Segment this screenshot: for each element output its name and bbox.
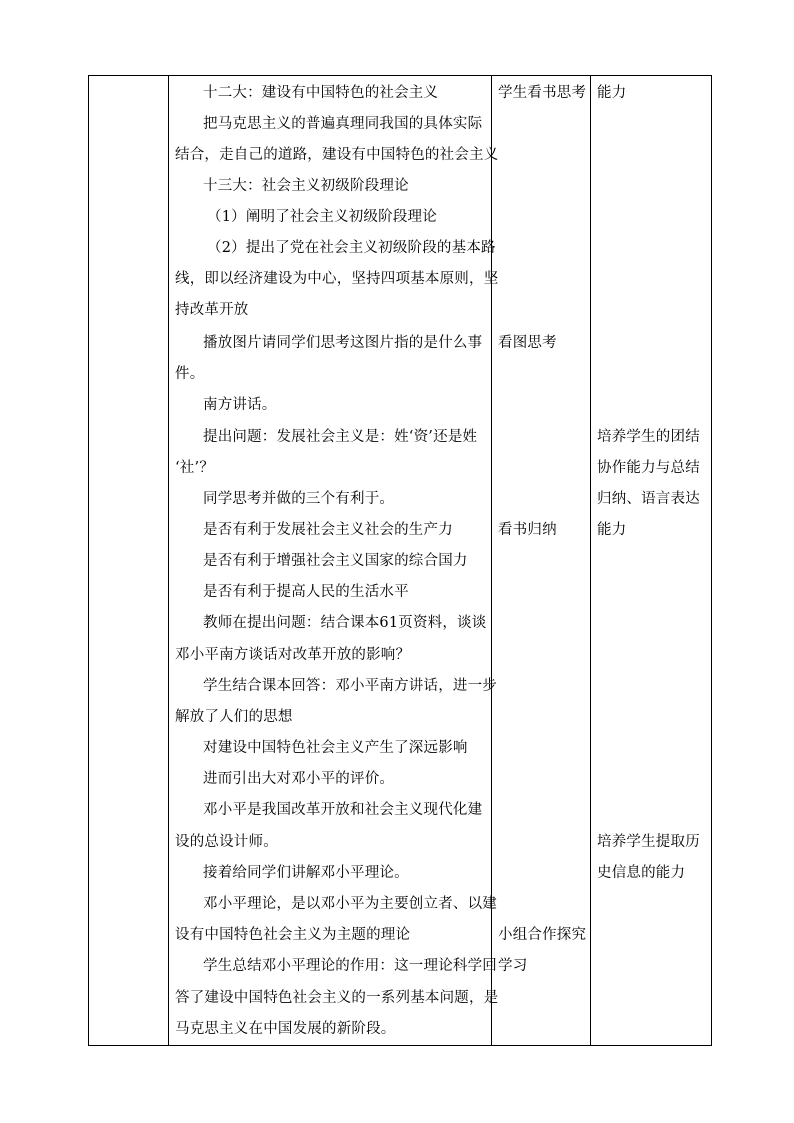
activity-line: 学习 bbox=[498, 958, 528, 974]
content-line: 是否有利于发展社会主义社会的生产力 bbox=[203, 522, 453, 538]
content-line: 学生结合课本回答：邓小平南方讲话，进一步 bbox=[203, 678, 497, 694]
content-line: 十二大：建设有中国特色的社会主义 bbox=[203, 85, 439, 101]
content-line: ‘社’？ bbox=[175, 460, 215, 476]
activity-line: 学生看书思考 bbox=[498, 85, 587, 101]
teaching-content-cell bbox=[169, 76, 499, 1046]
content-line: 邓小平是我国改革开放和社会主义现代化建 bbox=[203, 802, 483, 818]
content-line: 结合，走自己的道路，建设有中国特色的社会主义 bbox=[175, 147, 499, 163]
content-line: 南方讲话。 bbox=[203, 397, 277, 413]
student-activity-cell bbox=[492, 76, 591, 1046]
goal-line: 培养学生的团结 bbox=[597, 429, 700, 445]
content-line: 提出问题：发展社会主义是：姓‘资’还是姓 bbox=[203, 429, 478, 445]
content-line: 邓小平南方谈话对改革开放的影响？ bbox=[175, 647, 411, 663]
content-line: 对建设中国特色社会主义产生了深远影响 bbox=[203, 740, 468, 756]
content-line: 答了建设中国特色社会主义的一系列基本问题，是 bbox=[175, 990, 499, 1006]
goal-line: 培养学生提取历 bbox=[597, 834, 700, 850]
goal-line: 史信息的能力 bbox=[597, 865, 686, 881]
goal-line: 能力 bbox=[597, 85, 627, 101]
content-line: 同学思考并做的三个有利于。 bbox=[203, 491, 395, 507]
content-line: 学生总结邓小平理论的作用：这一理论科学回 bbox=[203, 958, 497, 974]
content-line: 持改革开放 bbox=[175, 302, 249, 318]
goal-line: 归纳、语言表达 bbox=[597, 491, 700, 507]
content-line: 教师在提出问题：结合课本61页资料，谈谈 bbox=[203, 615, 487, 631]
content-line: 解放了人们的思想 bbox=[175, 709, 293, 725]
blank-column-cell bbox=[89, 76, 169, 1046]
content-line: 把马克思主义的普遍真理同我国的具体实际 bbox=[203, 116, 483, 132]
content-line: 马克思主义在中国发展的新阶段。 bbox=[175, 1021, 396, 1037]
activity-line: 看书归纳 bbox=[498, 522, 557, 538]
content-line: 是否有利于提高人民的生活水平 bbox=[203, 584, 409, 600]
content-line: 接着给同学们讲解邓小平理论。 bbox=[203, 865, 409, 881]
content-line: 设的总设计师。 bbox=[175, 834, 278, 850]
content-line: 播放图片请同学们思考这图片指的是什么事 bbox=[203, 335, 483, 351]
activity-line: 小组合作探究 bbox=[498, 927, 587, 943]
goal-line: 能力 bbox=[597, 522, 627, 538]
activity-line: 看图思考 bbox=[498, 335, 557, 351]
content-line: 是否有利于增强社会主义国家的综合国力 bbox=[203, 553, 468, 569]
content-line: 邓小平理论，是以邓小平为主要创立者、以建 bbox=[203, 896, 497, 912]
content-line: （1）阐明了社会主义初级阶段理论 bbox=[207, 209, 437, 225]
content-line: 设有中国特色社会主义为主题的理论 bbox=[175, 927, 411, 943]
table-row bbox=[89, 76, 712, 1046]
content-line: 线，即以经济建设为中心，坚持四项基本原则，坚 bbox=[175, 271, 499, 287]
content-line: （2）提出了党在社会主义初级阶段的基本路 bbox=[207, 240, 496, 256]
content-line: 进而引出大对邓小平的评价。 bbox=[203, 771, 395, 787]
content-line: 件。 bbox=[175, 366, 205, 382]
lesson-plan-table bbox=[88, 75, 712, 1046]
design-intent-cell bbox=[591, 76, 712, 1046]
content-line: 十三大：社会主义初级阶段理论 bbox=[203, 178, 409, 194]
goal-line: 协作能力与总结 bbox=[597, 460, 700, 476]
